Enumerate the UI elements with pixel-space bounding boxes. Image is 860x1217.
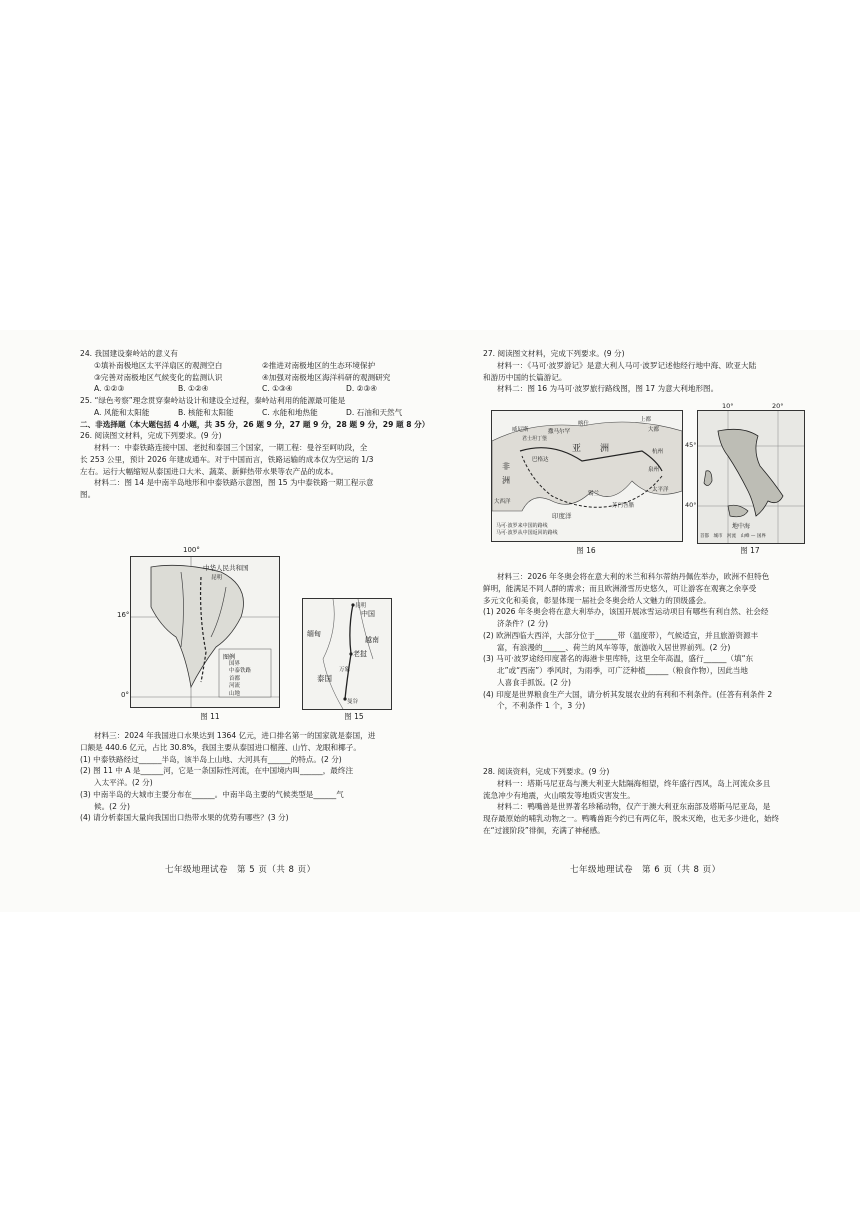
- q24-item-3: ③完善对南极地区气候变化的监测认识: [94, 372, 223, 382]
- fig17-caption: 图 17: [740, 546, 760, 555]
- q27-material3-line2: 鲜明，能满足不同人群的需求；而且欧洲滑雪历史悠久，可让游客在观赛之余享受: [483, 583, 757, 593]
- label-asia-2: 洲: [600, 444, 610, 454]
- label-china: 中国: [361, 610, 375, 618]
- map17-sea-label: 地中海: [732, 523, 751, 530]
- label-constantinople: 君士坦丁堡: [522, 436, 548, 442]
- q24-option-c: C. ①③④: [262, 384, 293, 394]
- map14-lat16-label: 16°: [117, 611, 130, 619]
- map-china-thailand-railway: [302, 598, 392, 710]
- svg-text:图例: 图例: [223, 654, 236, 661]
- q25-option-c: C. 水能和地热能: [262, 407, 318, 417]
- label-kashgar: 喀什: [578, 421, 590, 427]
- q27-stem: 27. 阅读图文材料，完成下列要求。(9 分): [483, 349, 625, 358]
- q26-sub1: (1) 中泰铁路经过______半岛，该半岛上山地、大河具有______的特点。(2 分): [80, 754, 342, 764]
- q24-options: [80, 383, 430, 395]
- q27-sub1: (1) 2026 年冬奥会将在意大利举办，该国开展冰雪运动项目有哪些有利自然、社会经: [483, 607, 769, 617]
- label-baghdad: 巴格达: [532, 457, 549, 463]
- city-vientiane: 万象: [339, 667, 351, 673]
- label-venice: 威尼斯: [512, 427, 529, 433]
- q26-sub3-cont: 候。(2 分): [94, 801, 130, 811]
- q27-sub4-cont: 个，不利条件 1 个，3 分): [497, 701, 586, 711]
- q26-sub4: (4) 请分析泰国大量向我国出口热带水果的优势有哪些？(3 分): [80, 813, 289, 823]
- q24-item-2: ②推进对南极地区的生态环境保护: [262, 360, 376, 370]
- map14-city-label: 昆明: [211, 575, 223, 581]
- q24-option-d: D. ②③④: [346, 384, 378, 394]
- label-pacific: 太平洋: [652, 487, 669, 493]
- map-italy: [685, 402, 805, 544]
- legend-river: 河流: [229, 683, 241, 690]
- label-thailand: 泰国: [317, 674, 332, 683]
- q27-material2: 材料二：图 16 为马可·波罗旅行路线图，图 17 为意大利地形图。: [497, 384, 719, 394]
- map17-lon20: 20°: [772, 402, 784, 410]
- q25-options: [80, 407, 430, 419]
- q24-item-4: ④加强对南极地区海洋科研的观测研究: [262, 372, 391, 382]
- label-ceylon: 锡兰: [588, 491, 600, 497]
- q24-item-1: ①填补南极地区太平洋扇区的观测空白: [94, 360, 223, 370]
- italy-map-graphic: [698, 411, 804, 543]
- label-africa-1: 非: [502, 462, 510, 471]
- map14-lon-label: 100°: [183, 546, 200, 554]
- fig16-caption: 图 16: [576, 546, 596, 555]
- map17-lon10: 10°: [722, 402, 734, 410]
- label-quanzhou: 泉州: [648, 467, 660, 473]
- map16-legend: [496, 523, 558, 536]
- q26-material1-line3: 左右。运行大幅缩短从泰国进口大米、蔬菜、新鲜热带水果等农产品的成本。: [80, 466, 339, 476]
- q24-items-row2: [80, 372, 430, 384]
- q28-material1-line2: 流急冲少有地震，火山喷发等地质灾害发生。: [483, 790, 635, 800]
- label-hangzhou: 杭州: [652, 449, 664, 455]
- q26-sub3: (3) 中南半岛的大城市主要分布在______。中南半岛主要的气候类型是______气: [80, 789, 344, 799]
- q28-material1-line1: 材料一：塔斯马尼亚岛与澳大利亚大陆隔海相望，终年盛行西风，岛上河流众多且: [497, 778, 771, 788]
- map14-legend: [229, 661, 251, 698]
- q27-sub2-cont: 富，有浪漫的______、荷兰的风车等等，旅游收入居世界前列。(2 分): [497, 642, 731, 652]
- label-vietnam: 越南: [365, 636, 379, 644]
- label-samarkand: 撒马尔罕: [548, 429, 571, 435]
- label-shangdu: 上都: [640, 417, 652, 423]
- q28-stem: 28. 阅读资料，完成下列要求。(9 分): [483, 767, 610, 776]
- q28-material2-line3: 在“过渡阶段”徘徊，充满了神秘感。: [483, 825, 605, 835]
- map17-legend: 首都 城市 河流 山峰 — 国界: [700, 534, 766, 539]
- label-myanmar: 缅甸: [307, 630, 321, 638]
- page-6: [483, 348, 818, 395]
- q27-sub1-cont: 济条件？(2 分): [497, 619, 549, 629]
- legend-border: 国界: [229, 661, 241, 667]
- q24-stem: 24. 我国建设秦岭站的意义有: [80, 349, 179, 358]
- q24-option-b: B. ①②④: [178, 384, 209, 394]
- page-6-lower: [483, 571, 818, 712]
- map17-lat45: 45°: [685, 441, 697, 449]
- legend-route-back: 马可·波罗从中国返回的路线: [496, 529, 558, 536]
- railway-map-graphic: [303, 599, 391, 709]
- q25-stem: 25. “绿色考察”理念贯穿秦岭站设计和建设全过程，秦岭站利用的能源最可能是: [80, 396, 346, 406]
- legend-capital: 首都: [229, 675, 241, 682]
- label-dadu: 大都: [648, 427, 660, 433]
- label-africa-2: 洲: [502, 476, 510, 485]
- q27-material1-line2: 和游历中国的长篇游记。: [483, 372, 567, 382]
- q27-sub4: (4) 印度是世界粮食生产大国，请分析其发展农业的有利和不利条件。(任答有利条件 2: [483, 689, 773, 699]
- q24-items-row1: [80, 360, 430, 372]
- map-marco-polo-route: [491, 410, 683, 542]
- q26-material1-line2: 长 253 公里，预计 2026 年建成通车。对于中国而言，铁路运输的成本仅为空运的 1/3: [80, 454, 374, 464]
- q26-sub2-cont: 入太平洋。(2 分): [94, 778, 153, 788]
- map-indochina-graphic: [131, 557, 279, 707]
- q25-option-d: D. 石油和天然气: [346, 407, 403, 417]
- q27-sub3-cont1: 北”或“西南”）季风时，为雨季，可广泛种植______（粮食作物），因此当地: [497, 666, 748, 676]
- q26-material3-line2: 口额是 440.6 亿元，占比 30.8%，我国主要从泰国进口榴莲、山竹、龙眼和椰子。: [80, 742, 361, 752]
- q27-sub3: (3) 马可·波罗途经印度著名的海港卡里库特，这里全年高温，盛行______（填“东: [483, 654, 754, 664]
- q27-sub2: (2) 欧洲西临大西洋，大部分位于______带（温度带），气候适宜，并且旅游资源丰: [483, 630, 759, 640]
- page-6-footer: 七年级地理试卷 第 6 页（共 8 页）: [570, 865, 721, 875]
- city-bangkok: 曼谷: [347, 699, 359, 705]
- q26-material3-line1: 材料三：2024 年我国进口水果达到 1364 亿元，进口排名第一的国家就是泰国，进: [94, 731, 376, 740]
- map-indochina: [117, 546, 280, 708]
- fig15-caption: 图 15: [344, 712, 364, 721]
- page-5-footer: 七年级地理试卷 第 5 页（共 8 页）: [165, 865, 316, 875]
- q26-sub2: (2) 图 11 中 A 是______河，它是一条国际性河流，在中国境内叫______，最终注: [80, 766, 354, 776]
- fig11-caption: 图 11: [200, 712, 220, 721]
- q28-material2-line1: 材料二：鸭嘴兽是世界著名珍稀动物，仅产于澳大利亚东南部及塔斯马尼亚岛，是: [497, 802, 771, 812]
- legend-mountain: 山地: [229, 690, 241, 697]
- page-5: [80, 348, 430, 501]
- q25-option-a: A. 风能和太阳能: [94, 407, 150, 417]
- q26-material2-line1: 材料二：图 14 是中南半岛地形和中泰铁路示意图，图 15 为中泰铁路一期工程示意: [94, 478, 374, 488]
- q26-stem: 26. 阅读图文材料，完成下列要求。(9 分): [80, 431, 222, 441]
- city-kunming: 昆明: [355, 603, 367, 609]
- page-5-lower: [80, 730, 430, 824]
- map14-country-label: 中华人民共和国: [203, 564, 249, 572]
- label-indian-ocean: 印度洋: [552, 512, 572, 520]
- page-6-q28: [483, 766, 818, 837]
- q27-material3-line1: 材料三：2026 年冬奥会将在意大利的米兰和科尔蒂纳丹佩佐举办，欧洲不但特色: [497, 572, 770, 581]
- section-heading: 二、非选择题（本大题包括 4 小题，共 35 分，26 题 9 分，27 题 9 分，28 题 9 分，29 题 8 分）: [80, 419, 430, 429]
- map14-lat0-label: 0°: [121, 691, 129, 699]
- q25-option-b: B. 核能和太阳能: [178, 407, 234, 417]
- label-laos: 老挝: [353, 650, 367, 658]
- q26-material1-line1: 材料一：中泰铁路连接中国、老挝和泰国三个国家，一期工程：曼谷至呵叻段，全: [94, 443, 368, 453]
- label-sumatra: 苏门答腊: [612, 503, 635, 509]
- map17-lat40: 40°: [685, 501, 697, 509]
- q27-material1-line1: 材料一：《马可·波罗游记》是意大利人马可·波罗记述他经行地中海、欧亚大陆: [497, 360, 757, 370]
- q28-material2-line2: 现存最原始的哺乳动物之一。鸭嘴兽距今约已有两亿年，脱未灭绝，也无多少进化，始终: [483, 814, 780, 824]
- label-asia-1: 亚: [572, 444, 582, 454]
- q27-material3-line3: 多元文化和美食，彰显体现一届社会冬奥会给人文魅力的顶级盛会。: [483, 595, 711, 605]
- q26-material2-line2: 图。: [80, 490, 96, 500]
- label-atlantic: 大西洋: [494, 499, 511, 505]
- q24-option-a: A. ①②③: [94, 384, 125, 394]
- legend-railway: 中泰铁路: [229, 668, 252, 675]
- q27-sub3-cont2: 人喜食手抓饭。(2 分): [497, 677, 571, 687]
- legend-route-out: 马可·波罗来中国的路线: [496, 523, 548, 529]
